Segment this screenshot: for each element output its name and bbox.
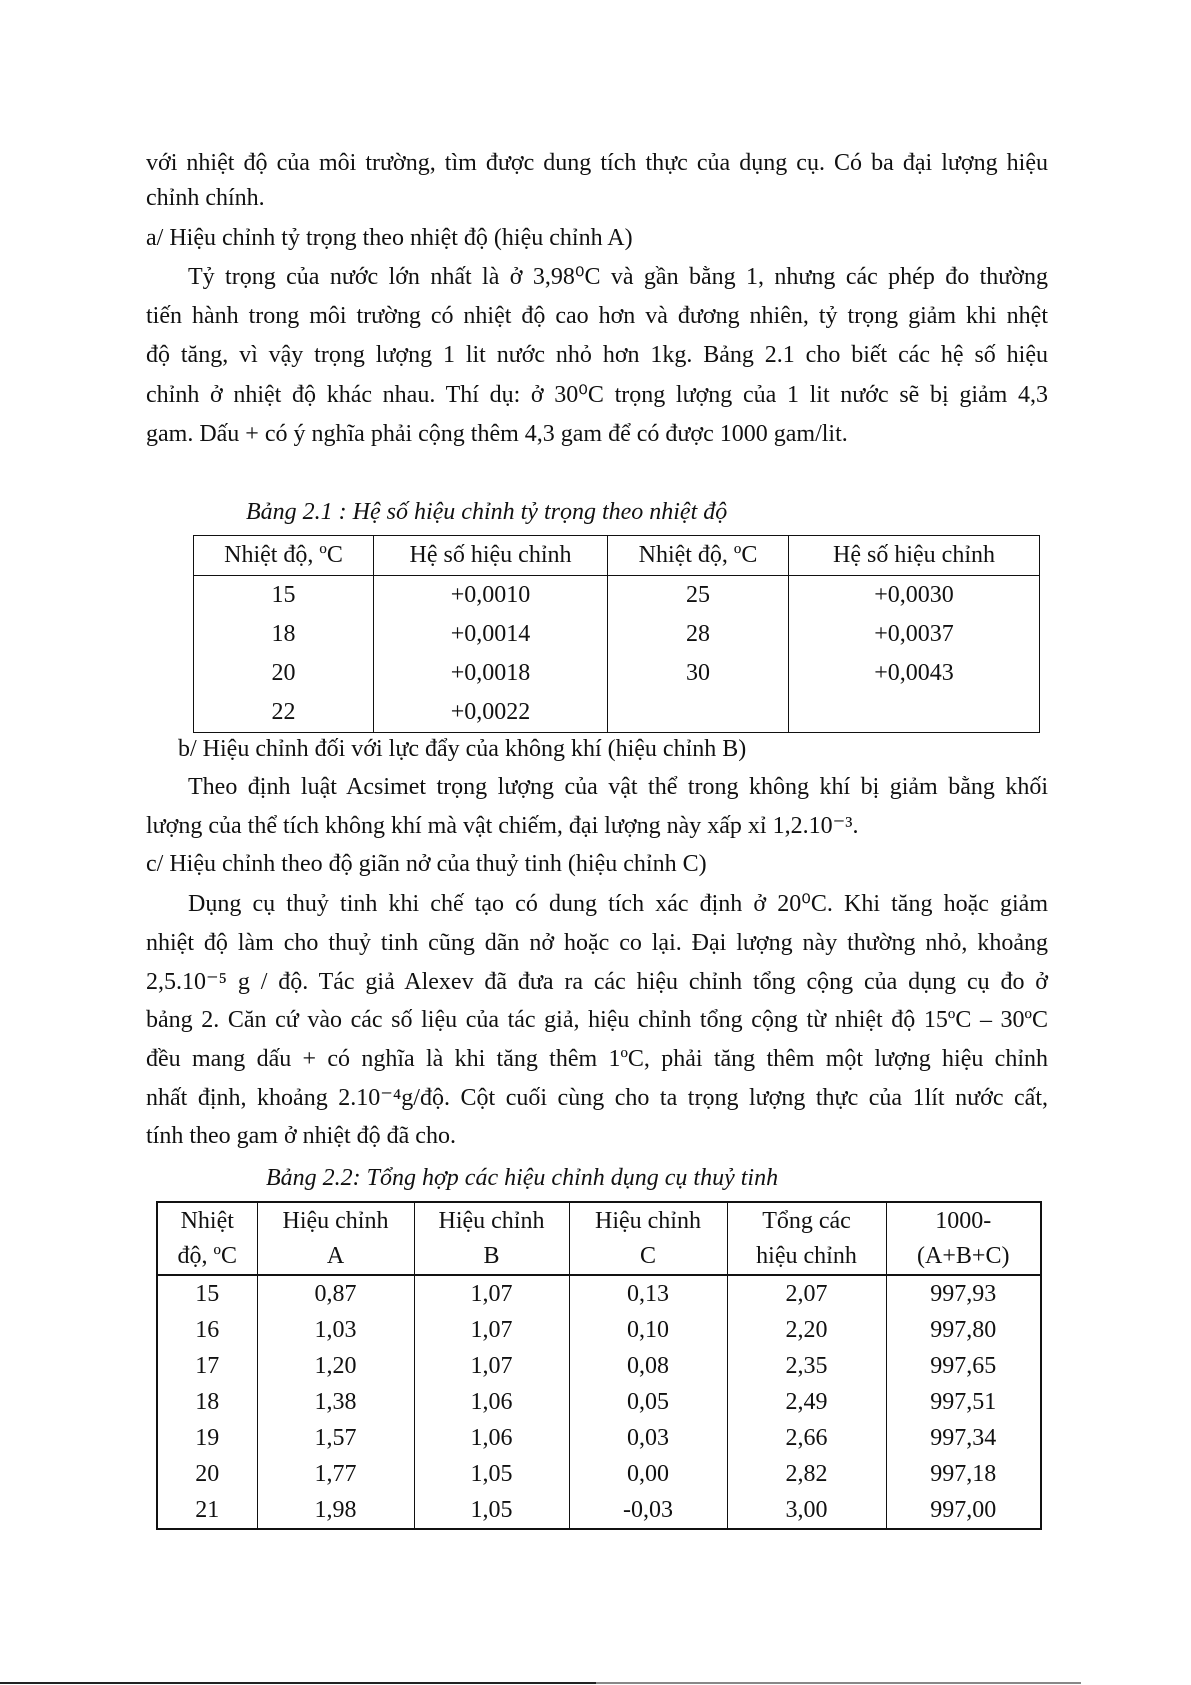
table2-cell: 1,06 <box>414 1384 569 1420</box>
table2-row <box>157 1348 1041 1384</box>
table1-cell: +0,0018 <box>374 654 608 693</box>
table2-row <box>157 1275 1041 1312</box>
table1-header-cell: Hệ số hiệu chỉnh <box>789 536 1040 576</box>
page-bottom-border <box>596 1682 1081 1684</box>
table2-header-line: hiệu chỉnh <box>756 1242 857 1269</box>
table2-header-cell <box>414 1202 569 1275</box>
table2-cell: 1,77 <box>257 1456 414 1492</box>
table2-cell: 16 <box>157 1312 257 1348</box>
table1-cell: 22 <box>194 693 374 733</box>
section-c-heading: c/ Hiệu chỉnh theo độ giãn nở của thuỷ tinh (hiệu chỉnh C) <box>146 851 707 877</box>
table2-cell: 0,08 <box>569 1348 727 1384</box>
table2-cell: 1,03 <box>257 1312 414 1348</box>
table2-header-line: Hiệu chỉnh <box>282 1207 389 1234</box>
table1-row <box>194 693 1040 733</box>
body-text-line: nhất định, khoảng 2.10⁻⁴g/độ. Cột cuối cùng cho ta trọng lượng thực của 1lít nước cất, <box>146 1085 1048 1111</box>
body-text-line: Tỷ trọng của nước lớn nhất là ở 3,98⁰C và gần bằng 1, nhưng các phép đo thường <box>188 264 1048 290</box>
table2-cell: 2,66 <box>727 1420 886 1456</box>
table2-header-line: Nhiệt <box>180 1207 234 1234</box>
table2-caption: Bảng 2.2: Tổng hợp các hiệu chỉnh dụng cụ thuỷ tinh <box>266 1165 779 1191</box>
table2-cell: 2,49 <box>727 1384 886 1420</box>
table2-cell: 1,20 <box>257 1348 414 1384</box>
table2-cell: 997,34 <box>886 1420 1041 1456</box>
table2-cell: 997,00 <box>886 1492 1041 1529</box>
table1-cell <box>789 693 1040 733</box>
table2 <box>156 1201 1042 1530</box>
table1-header-cell: Nhiệt độ, ºC <box>194 536 374 576</box>
table2-cell: 3,00 <box>727 1492 886 1529</box>
table2-header-cell <box>727 1202 886 1275</box>
table2-header-cell <box>569 1202 727 1275</box>
body-text-line: gam. Dấu + có ý nghĩa phải cộng thêm 4,3 gam để có được 1000 gam/lit. <box>146 421 848 447</box>
table1-cell <box>608 693 789 733</box>
table2-header-cell <box>157 1202 257 1275</box>
table2-cell: 997,18 <box>886 1456 1041 1492</box>
table1-cell: 30 <box>608 654 789 693</box>
table2-cell: -0,03 <box>569 1492 727 1529</box>
table1-cell: +0,0030 <box>789 576 1040 616</box>
table2-row <box>157 1384 1041 1420</box>
table2-cell: 18 <box>157 1384 257 1420</box>
table2-row <box>157 1492 1041 1529</box>
table2-cell: 20 <box>157 1456 257 1492</box>
table2-cell: 2,82 <box>727 1456 886 1492</box>
table2-cell: 997,51 <box>886 1384 1041 1420</box>
table2-cell: 1,05 <box>414 1492 569 1529</box>
table2-header-line: độ, ºC <box>177 1242 237 1269</box>
table2-cell: 1,98 <box>257 1492 414 1529</box>
table2-header-line: C <box>639 1242 656 1269</box>
table1-row <box>194 654 1040 693</box>
body-text-line: Dụng cụ thuỷ tinh khi chế tạo có dung tích xác định ở 20⁰C. Khi tăng hoặc giảm <box>188 891 1048 917</box>
table2-cell: 0,87 <box>257 1275 414 1312</box>
section-b-heading: b/ Hiệu chỉnh đối với lực đẩy của không khí (hiệu chỉnh B) <box>178 736 747 762</box>
table2-header-line: Hiệu chỉnh <box>438 1207 545 1234</box>
body-text-line: nhiệt độ làm cho thuỷ tinh cũng dãn nở hoặc co lại. Đại lượng này thường nhỏ, khoảng <box>146 930 1048 956</box>
body-text-line: chỉnh ở nhiệt độ khác nhau. Thí dụ: ở 30⁰C trọng lượng của 1 lit nước sẽ bị giảm 4,3 <box>146 382 1048 408</box>
table1-cell: +0,0014 <box>374 615 608 654</box>
table2-cell: 0,00 <box>569 1456 727 1492</box>
body-text-line: đều mang dấu + có nghĩa là khi tăng thêm 1ºC, phải tăng thêm một lượng hiệu chỉnh <box>146 1046 1048 1072</box>
table1-cell: +0,0037 <box>789 615 1040 654</box>
table2-header-line: A <box>326 1242 345 1269</box>
table2-header-cell <box>257 1202 414 1275</box>
table2-header-line: B <box>483 1242 500 1269</box>
table1-cell: +0,0010 <box>374 576 608 616</box>
table2-header-line: 1000- <box>935 1207 992 1234</box>
table1-cell: +0,0043 <box>789 654 1040 693</box>
table1-cell: 15 <box>194 576 374 616</box>
table2-cell: 0,05 <box>569 1384 727 1420</box>
table1-header-row <box>194 536 1040 576</box>
table2-cell: 2,07 <box>727 1275 886 1312</box>
table2-cell: 1,07 <box>414 1275 569 1312</box>
table1-header-cell: Hệ số hiệu chỉnh <box>374 536 608 576</box>
table1-row <box>194 576 1040 616</box>
body-text-line: tính theo gam ở nhiệt độ đã cho. <box>146 1123 456 1149</box>
table2-cell: 0,10 <box>569 1312 727 1348</box>
table2-row <box>157 1420 1041 1456</box>
table2-cell: 21 <box>157 1492 257 1529</box>
body-text-line: lượng của thể tích không khí mà vật chiếm, đại lượng này xấp xỉ 1,2.10⁻³. <box>146 813 859 839</box>
table2-row <box>157 1456 1041 1492</box>
body-text-line: 2,5.10⁻⁵ g / độ. Tác giả Alexev đã đưa ra các hiệu chỉnh tổng cộng của dụng cụ đo ở <box>146 969 1048 995</box>
table2-cell: 1,06 <box>414 1420 569 1456</box>
table1-cell: +0,0022 <box>374 693 608 733</box>
table1-header-cell: Nhiệt độ, ºC <box>608 536 789 576</box>
table2-header-line: (A+B+C) <box>917 1242 1010 1269</box>
table1-cell: 28 <box>608 615 789 654</box>
body-text-line: tiến hành trong môi trường có nhiệt độ cao hơn và đương nhiên, tỷ trọng giảm khi nhệt <box>146 303 1048 329</box>
table2-cell: 1,05 <box>414 1456 569 1492</box>
section-a-heading: a/ Hiệu chỉnh tỷ trọng theo nhiệt độ (hiệu chỉnh A) <box>146 225 633 251</box>
table2-cell: 17 <box>157 1348 257 1384</box>
page-bottom-border <box>0 1682 596 1684</box>
table2-header-row <box>157 1202 1041 1275</box>
body-text-line: Theo định luật Acsimet trọng lượng của vật thể trong không khí bị giảm bằng khối <box>188 774 1048 800</box>
table2-cell: 997,65 <box>886 1348 1041 1384</box>
table1-cell: 18 <box>194 615 374 654</box>
table1-cell: 20 <box>194 654 374 693</box>
table2-cell: 1,07 <box>414 1312 569 1348</box>
table2-cell: 0,13 <box>569 1275 727 1312</box>
body-text-line: với nhiệt độ của môi trường, tìm được dung tích thực của dụng cụ. Có ba đại lượng hiệu <box>146 150 1048 176</box>
table1-row <box>194 615 1040 654</box>
table2-cell: 997,93 <box>886 1275 1041 1312</box>
table1-cell: 25 <box>608 576 789 616</box>
table2-cell: 15 <box>157 1275 257 1312</box>
table2-cell: 1,57 <box>257 1420 414 1456</box>
table2-header-cell <box>886 1202 1041 1275</box>
table2-cell: 997,80 <box>886 1312 1041 1348</box>
table2-header-line: Tổng các <box>762 1207 851 1234</box>
table2-cell: 1,38 <box>257 1384 414 1420</box>
table1 <box>193 535 1040 733</box>
body-text-line: bảng 2. Căn cứ vào các số liệu của tác giả, hiệu chỉnh tổng cộng từ nhiệt độ 15ºC – 30ºC <box>146 1007 1048 1033</box>
table2-cell: 2,20 <box>727 1312 886 1348</box>
table2-header-line: Hiệu chỉnh <box>595 1207 701 1234</box>
body-text-line: chỉnh chính. <box>146 185 265 211</box>
table1-caption: Bảng 2.1 : Hệ số hiệu chỉnh tỷ trọng theo nhiệt độ <box>246 499 728 525</box>
table2-cell: 1,07 <box>414 1348 569 1384</box>
table2-cell: 0,03 <box>569 1420 727 1456</box>
table2-cell: 19 <box>157 1420 257 1456</box>
table2-cell: 2,35 <box>727 1348 886 1384</box>
body-text-line: độ tăng, vì vậy trọng lượng 1 lit nước nhỏ hơn 1kg. Bảng 2.1 cho biết các hệ số hiệu <box>146 342 1048 368</box>
table2-row <box>157 1312 1041 1348</box>
